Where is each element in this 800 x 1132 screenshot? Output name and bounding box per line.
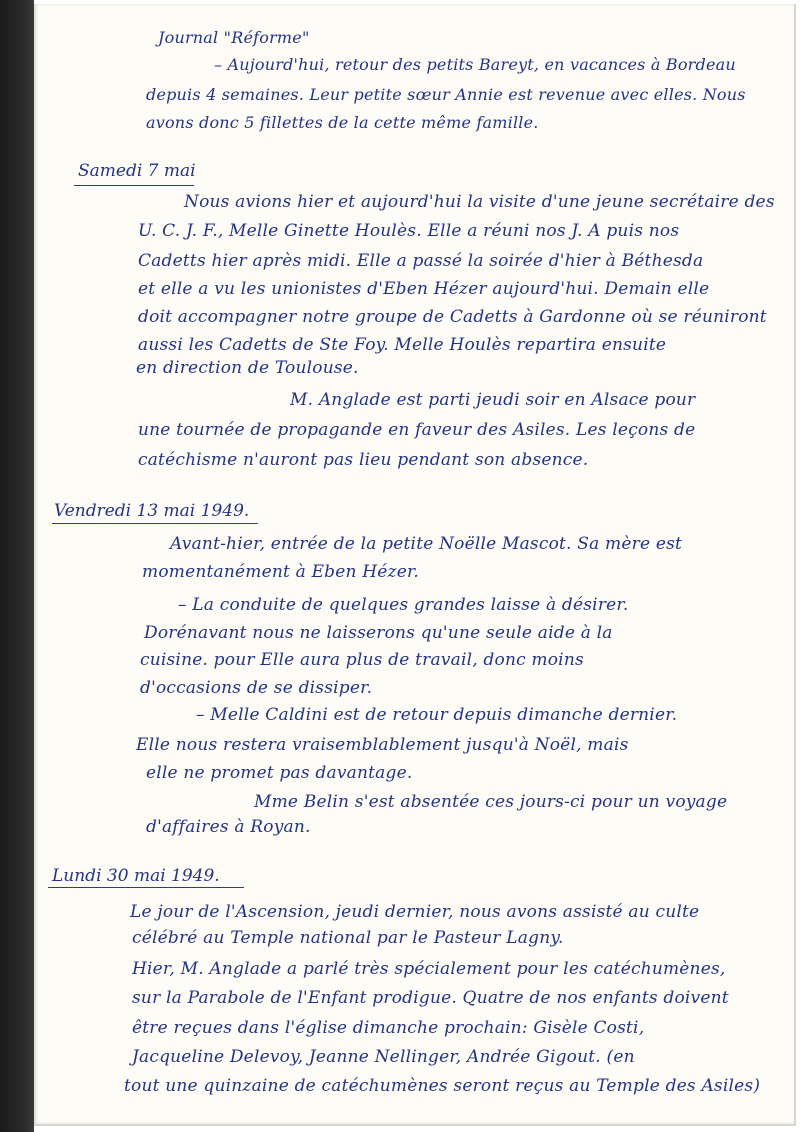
entry-line: d'occasions de se dissiper. <box>140 678 373 698</box>
intro-line: – Aujourd'hui, retour des petits Bareyt, en vacances à Bordeau <box>214 55 736 74</box>
intro-line: depuis 4 semaines. Leur petite sœur Annie est revenue avec elles. Nous <box>146 85 746 104</box>
entry-line: Cadetts hier après midi. Elle a passé la soirée d'hier à Béthesda <box>138 251 704 271</box>
entry-line: sur la Parabole de l'Enfant prodigue. Quatre de nos enfants doivent <box>132 988 729 1008</box>
entry-line: une tournée de propagande en faveur des Asiles. Les leçons de <box>138 420 696 440</box>
entry-line: et elle a vu les unionistes d'Eben Hézer aujourd'hui. Demain elle <box>138 279 710 299</box>
entry-line: – Melle Caldini est de retour depuis dimanche dernier. <box>196 705 678 725</box>
notebook-binding <box>0 0 34 1132</box>
heading-underline <box>52 523 258 524</box>
entry-line: Hier, M. Anglade a parlé très spécialement pour les catéchumènes, <box>132 959 726 979</box>
entry-line: Nous avions hier et aujourd'hui la visite d'une jeune secrétaire des <box>184 192 775 212</box>
heading-underline <box>74 185 194 186</box>
entry-line: Avant-hier, entrée de la petite Noëlle Mascot. Sa mère est <box>170 534 683 554</box>
entry-line: d'affaires à Royan. <box>146 817 311 837</box>
entry-line: être reçues dans l'église dimanche prochain: Gisèle Costi, <box>132 1018 645 1038</box>
entry-line: momentanément à Eben Hézer. <box>142 562 420 582</box>
entry-heading: Samedi 7 mai <box>78 161 196 181</box>
entry-line: doit accompagner notre groupe de Cadetts à Gardonne où se réuniront <box>138 307 767 327</box>
entry-line: Le jour de l'Ascension, jeudi dernier, nous avons assisté au culte <box>130 902 700 922</box>
journal-title: Journal "Réforme" <box>158 28 310 47</box>
entry-line: Elle nous restera vraisemblablement jusqu'à Noël, mais <box>136 735 629 755</box>
intro-line: avons donc 5 fillettes de la cette même famille. <box>146 113 539 132</box>
entry-line: catéchisme n'auront pas lieu pendant son absence. <box>138 450 589 470</box>
entry-line: célébré au Temple national par le Pasteur Lagny. <box>132 928 564 948</box>
heading-underline <box>48 887 244 888</box>
entry-line: – La conduite de quelques grandes laisse à désirer. <box>178 595 629 615</box>
entry-line: Dorénavant nous ne laisserons qu'une seule aide à la <box>144 623 613 643</box>
entry-line: aussi les Cadetts de Ste Foy. Melle Houlès repartira ensuite <box>138 335 667 355</box>
entry-heading: Lundi 30 mai 1949. <box>52 866 220 886</box>
entry-line: Jacqueline Delevoy, Jeanne Nellinger, Andrée Gigout. (en <box>132 1047 635 1067</box>
entry-line: elle ne promet pas davantage. <box>146 763 413 783</box>
entry-line: cuisine. pour Elle aura plus de travail, donc moins <box>140 650 584 670</box>
entry-line: M. Anglade est parti jeudi soir en Alsace pour <box>290 390 696 410</box>
entry-line: tout une quinzaine de catéchumènes seront reçus au Temple des Asiles) <box>124 1076 761 1096</box>
entry-heading: Vendredi 13 mai 1949. <box>54 501 250 521</box>
entry-line: U. C. J. F., Melle Ginette Houlès. Elle a réuni nos J. A puis nos <box>138 221 680 241</box>
entry-line: en direction de Toulouse. <box>136 358 359 378</box>
entry-line: Mme Belin s'est absentée ces jours-ci pour un voyage <box>254 792 728 812</box>
